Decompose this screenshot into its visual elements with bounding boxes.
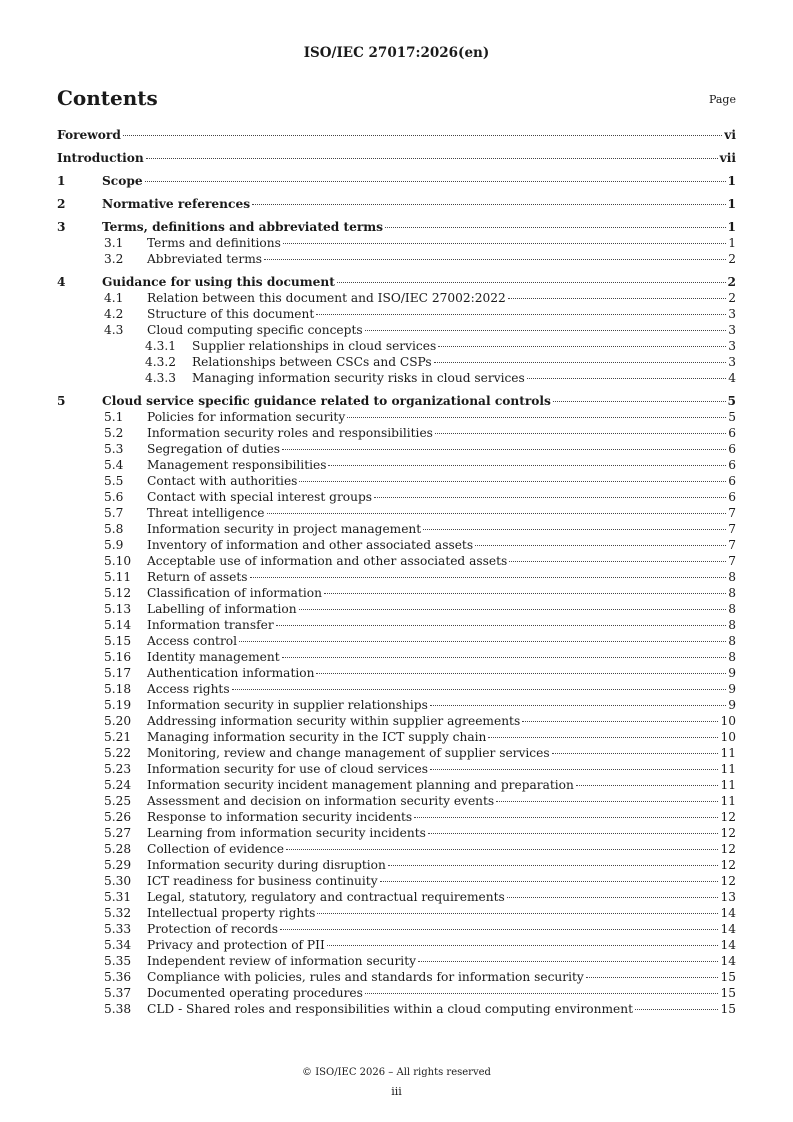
toc-entry-title: Contact with special interest groups	[147, 490, 373, 504]
toc-entry-page: 13	[720, 890, 736, 904]
toc-entry[interactable]	[57, 730, 736, 746]
dot-leader	[232, 689, 727, 690]
toc-entry-number: 5.18	[104, 682, 132, 696]
toc-entry-title: Foreword	[57, 128, 121, 142]
toc-entry-page: 8	[728, 650, 736, 664]
toc-entry-number: 5.17	[104, 666, 132, 680]
toc-entry-number: 5.2	[104, 426, 124, 440]
toc-entry-page: 4	[728, 371, 736, 385]
toc-entry-title: Terms and definitions	[147, 236, 281, 250]
toc-entry-title: Supplier relationships in cloud services	[192, 339, 437, 353]
toc-entry-page: 6	[728, 442, 736, 456]
toc-entry-title: Labelling of information	[147, 602, 297, 616]
toc-entry-title: Documented operating procedures	[147, 986, 363, 1000]
toc-entry-number: 5.30	[104, 874, 132, 888]
toc-entry-title: Managing information security in the ICT supply chain	[147, 730, 487, 744]
toc-entry-page: 11	[720, 762, 736, 776]
toc-entry-page: 9	[728, 666, 736, 680]
dot-leader	[428, 833, 719, 834]
toc-entry[interactable]	[57, 778, 736, 794]
dot-leader	[508, 298, 727, 299]
dot-leader	[488, 737, 718, 738]
toc-entry-number: 5.25	[104, 794, 132, 808]
toc-entry-page: 12	[720, 810, 736, 824]
toc-entry[interactable]	[57, 522, 736, 538]
dot-leader	[635, 1009, 719, 1010]
dot-leader	[316, 314, 726, 315]
toc-entry[interactable]	[57, 307, 736, 323]
toc-entry-page: 14	[720, 922, 736, 936]
toc-entry[interactable]	[57, 970, 736, 986]
toc-entry-number: 4.3.1	[145, 339, 177, 353]
toc-entry-number: 5.13	[104, 602, 132, 616]
toc-entry-number: 5.5	[104, 474, 124, 488]
table-of-contents	[57, 128, 736, 1018]
toc-entry-title: Relationships between CSCs and CSPs	[192, 355, 432, 369]
dot-leader	[286, 849, 719, 850]
toc-entry-page: 6	[728, 426, 736, 440]
toc-entry-title: ICT readiness for business continuity	[147, 874, 378, 888]
toc-entry[interactable]	[57, 826, 736, 842]
toc-entry-title: Normative references	[102, 197, 251, 211]
toc-entry[interactable]	[57, 810, 736, 826]
toc-entry-title: Information transfer	[147, 618, 274, 632]
toc-entry-title: Acceptable use of information and other associated assets	[147, 554, 508, 568]
toc-entry-page: 1	[727, 174, 736, 188]
toc-entry[interactable]	[57, 554, 736, 570]
toc-entry-number: 5.9	[104, 538, 124, 552]
toc-entry-title: Cloud computing specific concepts	[147, 323, 363, 337]
toc-entry-number: 2	[57, 197, 66, 211]
dot-leader	[423, 529, 726, 530]
toc-entry[interactable]	[57, 174, 736, 190]
toc-entry-page: 10	[720, 730, 736, 744]
toc-entry-page: 2	[727, 275, 736, 289]
toc-entry-title: Management responsibilities	[147, 458, 327, 472]
toc-entry-number: 5.37	[104, 986, 132, 1000]
toc-entry-page: 6	[728, 490, 736, 504]
toc-entry-title: Cloud service specific guidance related to organizational controls	[102, 394, 551, 408]
toc-entry-number: 5.38	[104, 1002, 132, 1016]
toc-entry-page: 8	[728, 570, 736, 584]
dot-leader	[276, 625, 727, 626]
toc-entry-page: 14	[720, 938, 736, 952]
toc-entry-title: Information security incident management planning and preparation	[147, 778, 574, 792]
dot-leader	[267, 513, 727, 514]
toc-entry-title: Access rights	[147, 682, 230, 696]
toc-entry-page: 1	[728, 236, 736, 250]
toc-entry[interactable]	[57, 842, 736, 858]
dot-leader	[328, 465, 726, 466]
dot-leader	[552, 753, 719, 754]
toc-entry-title: Protection of records	[147, 922, 278, 936]
toc-entry-title: Managing information security risks in cloud services	[192, 371, 525, 385]
toc-entry-page: 9	[728, 682, 736, 696]
toc-entry-page: 6	[728, 474, 736, 488]
toc-entry-title: Compliance with policies, rules and standards for information security	[147, 970, 584, 984]
dot-leader	[250, 577, 727, 578]
dot-leader	[299, 609, 727, 610]
toc-entry-number: 5.10	[104, 554, 132, 568]
dot-leader	[365, 993, 719, 994]
toc-entry-number: 5.6	[104, 490, 124, 504]
dot-leader	[299, 481, 726, 482]
dot-leader	[430, 769, 719, 770]
toc-entry[interactable]	[57, 714, 736, 730]
toc-entry-title: Guidance for using this document	[102, 275, 335, 289]
toc-entry-number: 5.22	[104, 746, 132, 760]
toc-entry-number: 5.20	[104, 714, 132, 728]
toc-entry-title: Classification of information	[147, 586, 322, 600]
toc-entry-page: 14	[720, 906, 736, 920]
toc-entry-title: Scope	[102, 174, 143, 188]
toc-entry-page: 12	[720, 858, 736, 872]
toc-entry[interactable]	[57, 794, 736, 810]
toc-entry[interactable]	[57, 874, 736, 890]
dot-leader	[374, 497, 726, 498]
toc-entry[interactable]	[57, 666, 736, 682]
toc-entry-page: 12	[720, 842, 736, 856]
copyright-notice: © ISO/IEC 2026 – All rights reserved	[302, 1067, 491, 1078]
toc-entry-number: 4.3.3	[145, 371, 177, 385]
toc-entry[interactable]	[57, 506, 736, 522]
toc-entry-title: Abbreviated terms	[147, 252, 263, 266]
toc-entry[interactable]	[57, 1002, 736, 1018]
dot-leader	[414, 817, 718, 818]
toc-entry-title: Introduction	[57, 151, 144, 165]
toc-entry[interactable]	[57, 890, 736, 906]
dot-leader	[252, 204, 725, 205]
toc-entry-number: 5.24	[104, 778, 132, 792]
toc-entry[interactable]	[57, 538, 736, 554]
page-title: Contents	[57, 86, 158, 110]
toc-entry-page: 7	[728, 554, 736, 568]
toc-entry-number: 5.34	[104, 938, 132, 952]
toc-entry-number: 3.2	[104, 252, 124, 266]
toc-entry-page: 1	[727, 220, 736, 234]
dot-leader	[576, 785, 719, 786]
toc-entry-page: 3	[728, 339, 736, 353]
toc-entry-title: Intellectual property rights	[147, 906, 316, 920]
toc-entry[interactable]	[57, 220, 736, 236]
toc-entry[interactable]	[57, 650, 736, 666]
dot-leader	[327, 945, 719, 946]
toc-entry-title: Authentication information	[147, 666, 315, 680]
toc-entry-number: 5.35	[104, 954, 132, 968]
toc-entry-title: CLD - Shared roles and responsibilities within a cloud computing environment	[147, 1002, 633, 1016]
toc-entry[interactable]	[57, 762, 736, 778]
toc-entry-page: 14	[720, 954, 736, 968]
toc-entry-page: 2	[728, 291, 736, 305]
toc-entry-title: Information security in supplier relationships	[147, 698, 428, 712]
toc-entry-number: 4.1	[104, 291, 124, 305]
toc-entry[interactable]	[57, 371, 736, 387]
dot-leader	[282, 449, 726, 450]
dot-leader	[264, 259, 726, 260]
toc-entry-title: Information security in project management	[147, 522, 422, 536]
dot-leader	[324, 593, 726, 594]
toc-entry[interactable]	[57, 275, 736, 291]
toc-entry-number: 5.8	[104, 522, 124, 536]
toc-entry[interactable]	[57, 474, 736, 490]
toc-entry-page: 12	[720, 874, 736, 888]
dot-leader	[388, 865, 719, 866]
toc-entry-title: Inventory of information and other associated assets	[147, 538, 474, 552]
toc-entry[interactable]	[57, 323, 736, 339]
dot-leader	[496, 801, 718, 802]
dot-leader	[522, 721, 718, 722]
toc-entry[interactable]	[57, 426, 736, 442]
toc-entry-number: 5.4	[104, 458, 124, 472]
toc-entry[interactable]	[57, 355, 736, 371]
toc-entry-number: 4.3	[104, 323, 124, 337]
toc-entry[interactable]	[57, 128, 736, 144]
toc-entry-page: 11	[720, 746, 736, 760]
toc-entry[interactable]	[57, 490, 736, 506]
toc-entry-title: Independent review of information security	[147, 954, 416, 968]
toc-entry-title: Policies for information security	[147, 410, 346, 424]
toc-entry[interactable]	[57, 698, 736, 714]
dot-leader	[418, 961, 718, 962]
toc-entry-title: Response to information security incidents	[147, 810, 413, 824]
toc-entry-title: Identity management	[147, 650, 280, 664]
toc-entry-number: 5.26	[104, 810, 132, 824]
dot-leader	[280, 929, 719, 930]
toc-entry-page: 3	[728, 307, 736, 321]
toc-entry-title: Segregation of duties	[147, 442, 280, 456]
dot-leader	[380, 881, 719, 882]
toc-entry-title: Learning from information security incidents	[147, 826, 426, 840]
toc-entry-title: Contact with authorities	[147, 474, 298, 488]
dot-leader	[282, 657, 727, 658]
toc-entry-number: 1	[57, 174, 66, 188]
toc-entry[interactable]	[57, 634, 736, 650]
dot-leader	[553, 401, 726, 402]
toc-entry-number: 5	[57, 394, 66, 408]
toc-entry[interactable]	[57, 151, 736, 167]
toc-entry-page: 8	[728, 618, 736, 632]
toc-entry-title: Addressing information security within supplier agreements	[147, 714, 521, 728]
toc-entry-number: 5.16	[104, 650, 132, 664]
dot-leader	[146, 158, 718, 159]
toc-entry-page: 5	[728, 410, 736, 424]
dot-leader	[145, 181, 726, 182]
toc-entry-page: 15	[720, 986, 736, 1000]
toc-entry-number: 5.12	[104, 586, 132, 600]
toc-entry-page: 2	[728, 252, 736, 266]
toc-entry-page: 3	[728, 355, 736, 369]
toc-entry-page: 7	[728, 522, 736, 536]
dot-leader	[365, 330, 727, 331]
dot-leader	[475, 545, 726, 546]
toc-entry[interactable]	[57, 858, 736, 874]
toc-entry[interactable]	[57, 746, 736, 762]
toc-entry-title: Relation between this document and ISO/IEC 27002:2022	[147, 291, 506, 305]
toc-entry-number: 5.33	[104, 922, 132, 936]
toc-entry-title: Information security roles and responsibilities	[147, 426, 433, 440]
page-column-label: Page	[708, 93, 736, 106]
toc-entry-page: 11	[720, 794, 736, 808]
toc-entry[interactable]	[57, 410, 736, 426]
dot-leader	[239, 641, 726, 642]
toc-entry-number: 5.11	[104, 570, 132, 584]
toc-entry-title: Return of assets	[147, 570, 248, 584]
toc-entry[interactable]	[57, 586, 736, 602]
dot-leader	[283, 243, 726, 244]
toc-entry[interactable]	[57, 252, 736, 268]
toc-entry-page: 6	[728, 458, 736, 472]
toc-entry-page: vi	[724, 128, 736, 142]
toc-entry[interactable]	[57, 197, 736, 213]
toc-entry-number: 4	[57, 275, 66, 289]
toc-entry-number: 5.27	[104, 826, 132, 840]
toc-entry-number: 4.3.2	[145, 355, 177, 369]
dot-leader	[586, 977, 719, 978]
toc-entry[interactable]	[57, 922, 736, 938]
toc-entry-page: 7	[728, 538, 736, 552]
dot-leader	[337, 282, 726, 283]
dot-leader	[435, 433, 726, 434]
toc-entry-number: 5.23	[104, 762, 132, 776]
toc-entry-title: Assessment and decision on information security events	[147, 794, 495, 808]
toc-entry[interactable]	[57, 986, 736, 1002]
toc-entry-page: 1	[727, 197, 736, 211]
toc-entry-title: Legal, statutory, regulatory and contractual requirements	[147, 890, 505, 904]
toc-entry-number: 5.28	[104, 842, 132, 856]
dot-leader	[123, 135, 722, 136]
dot-leader	[385, 227, 725, 228]
toc-entry[interactable]	[57, 906, 736, 922]
dot-leader	[434, 362, 727, 363]
toc-entry-page: 10	[720, 714, 736, 728]
toc-entry-title: Collection of evidence	[147, 842, 284, 856]
toc-entry[interactable]	[57, 236, 736, 252]
toc-entry-number: 4.2	[104, 307, 124, 321]
toc-entry-number: 5.7	[104, 506, 124, 520]
toc-entry-title: Information security for use of cloud services	[147, 762, 428, 776]
toc-entry-page: 15	[720, 1002, 736, 1016]
toc-entry-number: 5.31	[104, 890, 132, 904]
toc-entry[interactable]	[57, 442, 736, 458]
toc-entry[interactable]	[57, 570, 736, 586]
toc-entry[interactable]	[57, 602, 736, 618]
toc-entry-number: 5.15	[104, 634, 132, 648]
toc-entry-title: Structure of this document	[147, 307, 315, 321]
toc-entry-number: 5.29	[104, 858, 132, 872]
dot-leader	[316, 673, 726, 674]
toc-entry-page: 12	[720, 826, 736, 840]
toc-entry-page: 8	[728, 634, 736, 648]
toc-entry-page: 7	[728, 506, 736, 520]
toc-entry-number: 3	[57, 220, 66, 234]
toc-entry[interactable]	[57, 458, 736, 474]
toc-entry-number: 5.14	[104, 618, 132, 632]
toc-entry[interactable]	[57, 618, 736, 634]
toc-entry-title: Privacy and protection of PII	[147, 938, 325, 952]
toc-entry[interactable]	[57, 682, 736, 698]
toc-entry-page: 3	[728, 323, 736, 337]
toc-entry-title: Access control	[147, 634, 238, 648]
document-header: ISO/IEC 27017:2026(en)	[303, 45, 490, 61]
toc-entry-page: 9	[728, 698, 736, 712]
dot-leader	[527, 378, 726, 379]
dot-leader	[438, 346, 726, 347]
toc-entry-title: Monitoring, review and change management of supplier services	[147, 746, 550, 760]
toc-entry-number: 5.36	[104, 970, 132, 984]
toc-entry-page: 15	[720, 970, 736, 984]
toc-entry-number: 3.1	[104, 236, 124, 250]
dot-leader	[509, 561, 726, 562]
toc-entry-number: 5.19	[104, 698, 132, 712]
toc-entry[interactable]	[57, 938, 736, 954]
toc-entry-title: Information security during disruption	[147, 858, 386, 872]
toc-entry-title: Terms, definitions and abbreviated terms	[102, 220, 384, 234]
toc-entry-number: 5.32	[104, 906, 132, 920]
toc-entry-number: 5.21	[104, 730, 132, 744]
toc-entry-page: 8	[728, 602, 736, 616]
toc-entry-title: Threat intelligence	[147, 506, 265, 520]
page-number: iii	[391, 1085, 402, 1098]
toc-entry-number: 5.1	[104, 410, 124, 424]
dot-leader	[507, 897, 719, 898]
toc-entry-page: vii	[719, 151, 736, 165]
toc-entry-page: 5	[727, 394, 736, 408]
toc-entry[interactable]	[57, 954, 736, 970]
toc-entry-page: 8	[728, 586, 736, 600]
dot-leader	[430, 705, 726, 706]
toc-entry[interactable]	[57, 394, 736, 410]
toc-entry-number: 5.3	[104, 442, 124, 456]
dot-leader	[347, 417, 726, 418]
dot-leader	[317, 913, 718, 914]
toc-entry-page: 11	[720, 778, 736, 792]
toc-entry[interactable]	[57, 291, 736, 307]
toc-entry[interactable]	[57, 339, 736, 355]
